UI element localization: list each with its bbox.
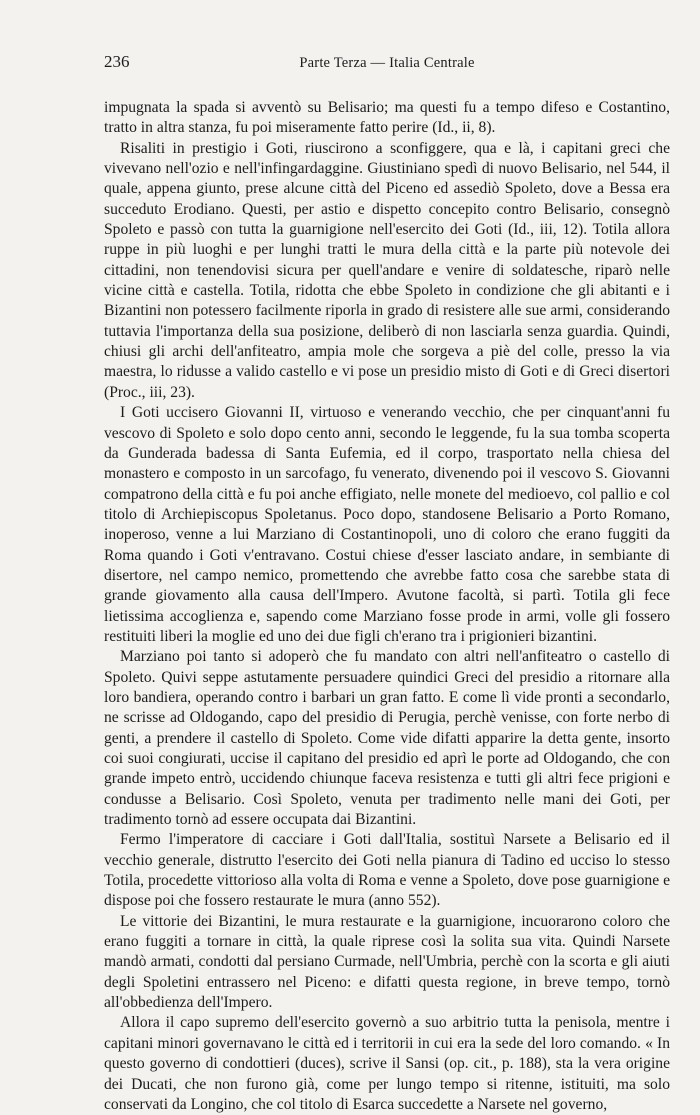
paragraph: I Goti uccisero Giovanni II, virtuoso e venerando vecchio, che per cinquant'anni fu vescovo di Spoleto e solo dopo cento anni, secondo le leggende, fu la sua tomba scoperta da Gunderada badessa di Santa Eufemia, ed il corpo, trasportato nella chiesa del monastero e composto in un sarcofago, fu venerato, divenendo poi il vescovo S. Giovanni compatrono della città e fu poi anche effigiato, nelle monete del medioevo, col pallio e col titolo di Archiepiscopus Spoletanus. Poco dopo, standosene Belisario a Porto Romano, inoperoso, venne a lui Marziano di Costantinopoli, uno di coloro che erano fuggiti da Roma quando i Goti v'entravano. Costui chiese d'esser lasciato andare, in sembiante di disertore, nel campo nemico, promettendo che avrebbe fatto cosa che sarebbe stata di grande giovamento alla causa dell'Impero. Avutone facoltà, si partì. Totila gli fece lietissima accoglienza e, sapendo come Marziano fosse prode in armi, volle gli fossero restituiti liberi la moglie ed uno dei due figli ch'erano tra i prigionieri bizantini. <box>104 404 670 645</box>
paragraph: Fermo l'imperatore di cacciare i Goti dall'Italia, sostituì Narsete a Belisario ed il vecchio generale, distrutto l'esercito dei Goti nella pianura di Tadino ed ucciso lo stesso Totila, procedette vittorioso alla volta di Roma e venne a Spoleto, dove pose guarnigione e dispose poi che fossero restaurate le mura (anno 552). <box>104 831 670 910</box>
paragraph: Allora il capo supremo dell'esercito governò a suo arbitrio tutta la penisola, mentre i capitani minori governavano le città ed i territorii in cui era la sede del loro comando. « In questo governo di condottieri (duces), scrive il Sansi (op. cit., p. 188), sta la vera origine dei Ducati, che non furono già, come per lungo tempo si ritenne, istituiti, ma solo conservati da Longino, che col titolo di Esarca succedette a Narsete nel governo, <box>104 1014 670 1113</box>
paragraph: impugnata la spada si avventò su Belisario; ma questi fu a tempo difeso e Costantino, tratto in altra stanza, fu poi miseramente fatto perire (Id., ii, 8). <box>104 99 670 137</box>
paragraph: Marziano poi tanto si adoperò che fu mandato con altri nell'anfiteatro o castello di Spoleto. Quivi seppe astutamente persuadere quindici Greci del presidio a ritornare alla loro bandiera, operando contro i barbari un gran fatto. E come lì vide pronti a secondarlo, ne scrisse ad Oldogando, capo del presidio di Perugia, perchè venisse, con forte nerbo di genti, a prendere il castello di Spoleto. Come vide difatti apparire la detta gente, insorto coi suoi congiurati, uccise il capitano del presidio ed aprì le porte ad Oldogando, che con grande impeto entrò, uccidendo chiunque faceva resistenza e tutti gli altri fece prigioni e condusse a Belisario. Così Spoleto, venuta per tradimento nelle mani dei Goti, per tradimento tornò ad essere occupata dai Bizantini. <box>104 648 670 829</box>
paragraph: Le vittorie dei Bizantini, le mura restaurate e la guarnigione, incuorarono coloro che erano fuggiti a tornare in città, la quale riprese così la solita sua vita. Quindi Narsete mandò armati, condotti dal persiano Curmade, nell'Umbria, perchè con la scorta e gli aiuti degli Spoletini entrassero nel Piceno: e difatti questa regione, in breve tempo, tornò all'obbedienza dell'Impero. <box>104 912 670 1012</box>
body-text <box>104 98 670 1115</box>
running-title: Parte Terza — Italia Centrale <box>299 55 475 71</box>
paragraph: Risaliti in prestigio i Goti, riuscirono a sconfiggere, qua e là, i capitani greci che vivevano nell'ozio e nell'infingardaggine. Giustiniano spedì di nuovo Belisario, nel 544, il quale, appena giunto, prese alcune città del Piceno ed assediò Spoleto, dove a Bessa era succeduto Erodiano. Questi, per astio e dispetto concepito contro Belisario, consegnò Spoleto e passò con tutta la guarnigione nell'esercito dei Goti (Id., iii, 12). Totila allora ruppe in più luoghi e per lunghi tratti le mura della città e la parte più notevole dei cittadini, non tenendovisi sicura per quell'andare e venire di soldatesche, riparò nelle vicine città e castella. Totila, ridotta che ebbe Spoleto in condizione che gli abitanti e i Bizantini non potessero facilmente riporla in grado di resistere alle sue armi, considerando tuttavia l'importanza della sua posizione, deliberò di non lasciarla senza guardia. Quindi, chiusi gli archi dell'anfiteatro, ampia mole che sorgeva a piè del colle, presso la via maestra, lo ridusse a valido castello e vi pose un presidio misto di Goti e di Greci disertori (Proc., iii, 23). <box>104 139 670 401</box>
page-header <box>104 52 670 80</box>
page-number: 236 <box>104 52 130 71</box>
